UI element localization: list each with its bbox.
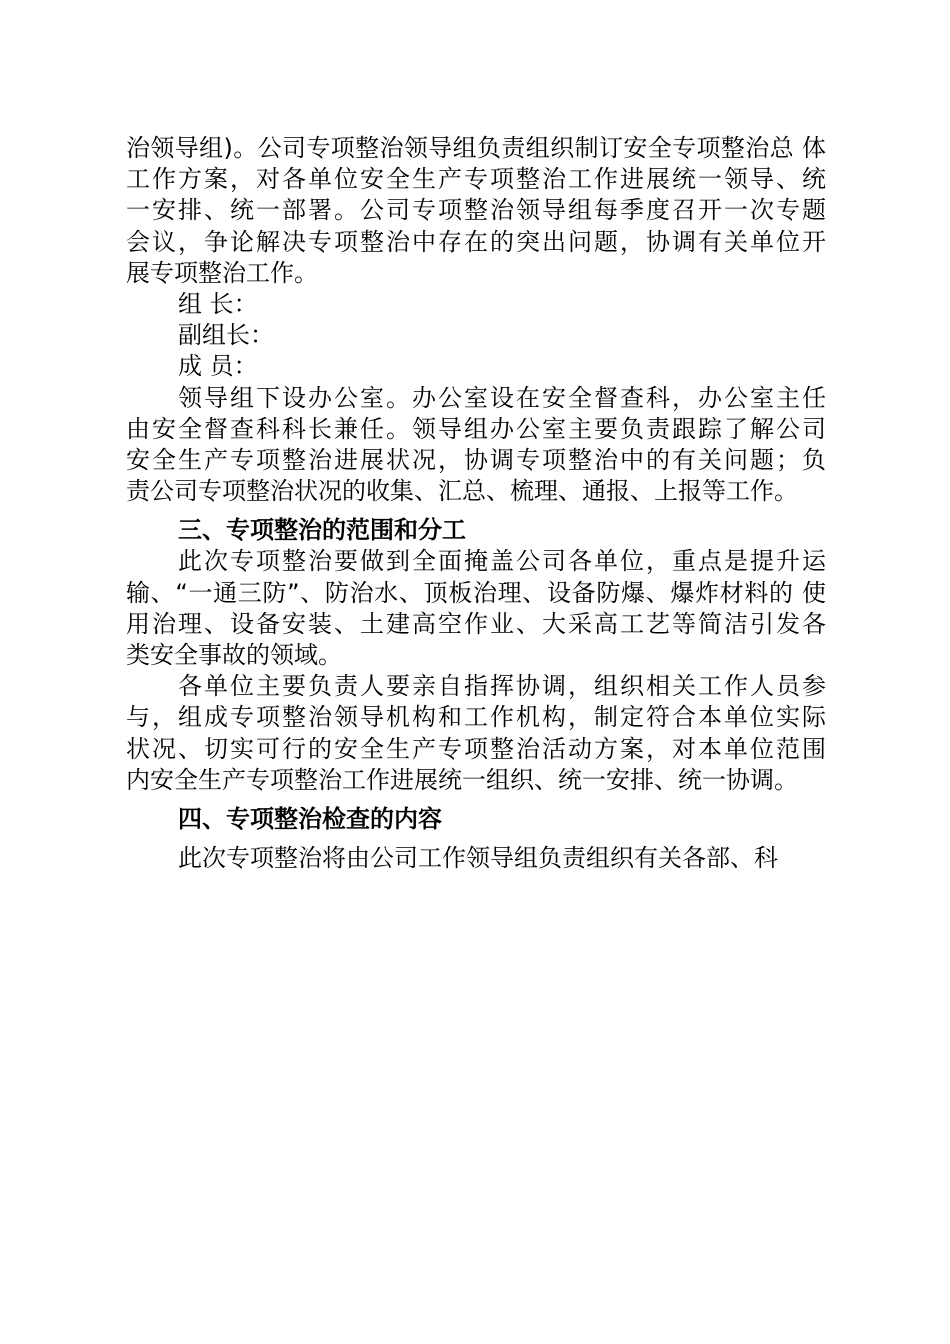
role-members: 成 员： — [178, 352, 258, 381]
text-line: 由安全督查科科长兼任。领导组办公室主要负责跟踪了解公司 — [126, 414, 826, 443]
role-list — [126, 289, 826, 383]
text-line: 此次专项整治要做到全面掩盖公司各单位，重点是提升运 — [178, 547, 826, 576]
text-line: 输、“一通三防”、防治水、顶板治理、设备防爆、爆炸材料的 使 — [126, 578, 826, 607]
text-line: 展专项整治工作。 — [126, 258, 318, 287]
text-line: 一安排、统一部署。公司专项整治领导组每季度召开一次专题 — [126, 196, 826, 225]
text-line: 安全生产专项整治进展状况，协调专项整治中的有关问题；负 — [126, 445, 826, 474]
text-line: 各单位主要负责人要亲自指挥协调，组织相关工作人员参 — [178, 672, 826, 701]
text-line: 领导组下设办公室。办公室设在安全督查科，办公室主任 — [178, 383, 826, 412]
paragraph-responsibility — [126, 671, 826, 796]
text-line: 责公司专项整治状况的收集、汇总、梳理、通报、上报等工作。 — [126, 477, 798, 506]
text-line: 治领导组)。公司专项整治领导组负责组织制订安全专项整治总 体 — [126, 134, 826, 162]
text-line: 类安全事故的领域。 — [126, 641, 342, 669]
text-line: 此次专项整治将由公司工作领导组负责组织有关各部、科 — [178, 844, 778, 873]
document-page — [126, 133, 826, 874]
paragraph-leadership-group — [126, 133, 826, 289]
paragraph-scope — [126, 546, 826, 671]
text-line: 内安全生产专项整治工作进展统一组织、统一安排、统一协调。 — [126, 765, 798, 794]
text-line: 与，组成专项整治领导机构和工作机构，制定符合本单位实际 — [126, 703, 826, 732]
section-heading-3: 三、专项整治的范围和分工 — [178, 516, 466, 545]
paragraph-inspection — [126, 843, 826, 874]
text-line: 工作方案，对各单位安全生产专项整治工作进展统一领导、统 — [126, 165, 826, 194]
text-line: 用治理、设备安装、土建高空作业、大采高工艺等简洁引发各 — [126, 609, 826, 638]
role-leader: 组 长： — [178, 289, 258, 318]
section-heading-4: 四、专项整治检查的内容 — [178, 804, 442, 833]
text-line: 会议，争论解决专项整治中存在的突出问题，协调有关单位开 — [126, 227, 826, 256]
text-line: 状况、切实可行的安全生产专项整治活动方案，对本单位范围 — [126, 734, 826, 763]
paragraph-office — [126, 383, 826, 508]
role-deputy: 副组长： — [178, 321, 274, 350]
